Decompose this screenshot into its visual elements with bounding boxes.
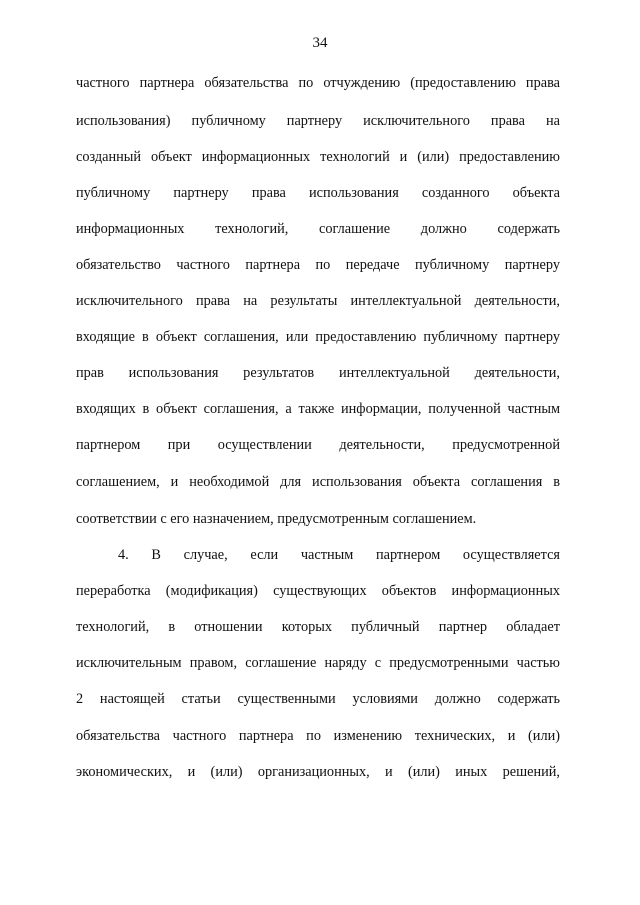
paragraph-start-line: 4. В случае, если частным партнером осуществляется: [118, 547, 560, 563]
text-line: исключительным правом, соглашение наряду с предусмотренными частью: [76, 655, 560, 671]
text-line: экономических, и (или) организационных, и (или) иных решений,: [76, 764, 560, 780]
text-line: соответствии с его назначением, предусмотренным соглашением.: [76, 511, 477, 527]
text-line: 2 настоящей статьи существенными условиями должно содержать: [76, 691, 560, 707]
text-line: соглашением, и необходимой для использования объекта соглашения в: [76, 474, 560, 490]
text-line: обязательство частного партнера по передаче публичному партнеру: [76, 257, 560, 273]
text-line: прав использования результатов интеллектуальной деятельности,: [76, 365, 560, 381]
text-line: входящие в объект соглашения, или предоставлению публичному партнеру: [76, 329, 560, 345]
text-line: частного партнера обязательства по отчуждению (предоставлению права: [76, 75, 560, 91]
text-line: информационных технологий, соглашение должно содержать: [76, 221, 560, 237]
text-line: технологий, в отношении которых публичный партнер обладает: [76, 619, 560, 635]
text-line: переработка (модификация) существующих объектов информационных: [76, 583, 560, 599]
text-line: входящих в объект соглашения, а также информации, полученной частным: [76, 401, 560, 417]
text-line: обязательства частного партнера по изменению технических, и (или): [76, 728, 560, 744]
text-line: использования) публичному партнеру исключительного права на: [76, 113, 560, 129]
text-line: исключительного права на результаты интеллектуальной деятельности,: [76, 293, 560, 309]
text-line: публичному партнеру права использования созданного объекта: [76, 185, 560, 201]
text-line: партнером при осуществлении деятельности, предусмотренной: [76, 437, 560, 453]
page-number: 34: [312, 35, 328, 51]
text-line: созданный объект информационных технологий и (или) предоставлению: [76, 149, 560, 165]
